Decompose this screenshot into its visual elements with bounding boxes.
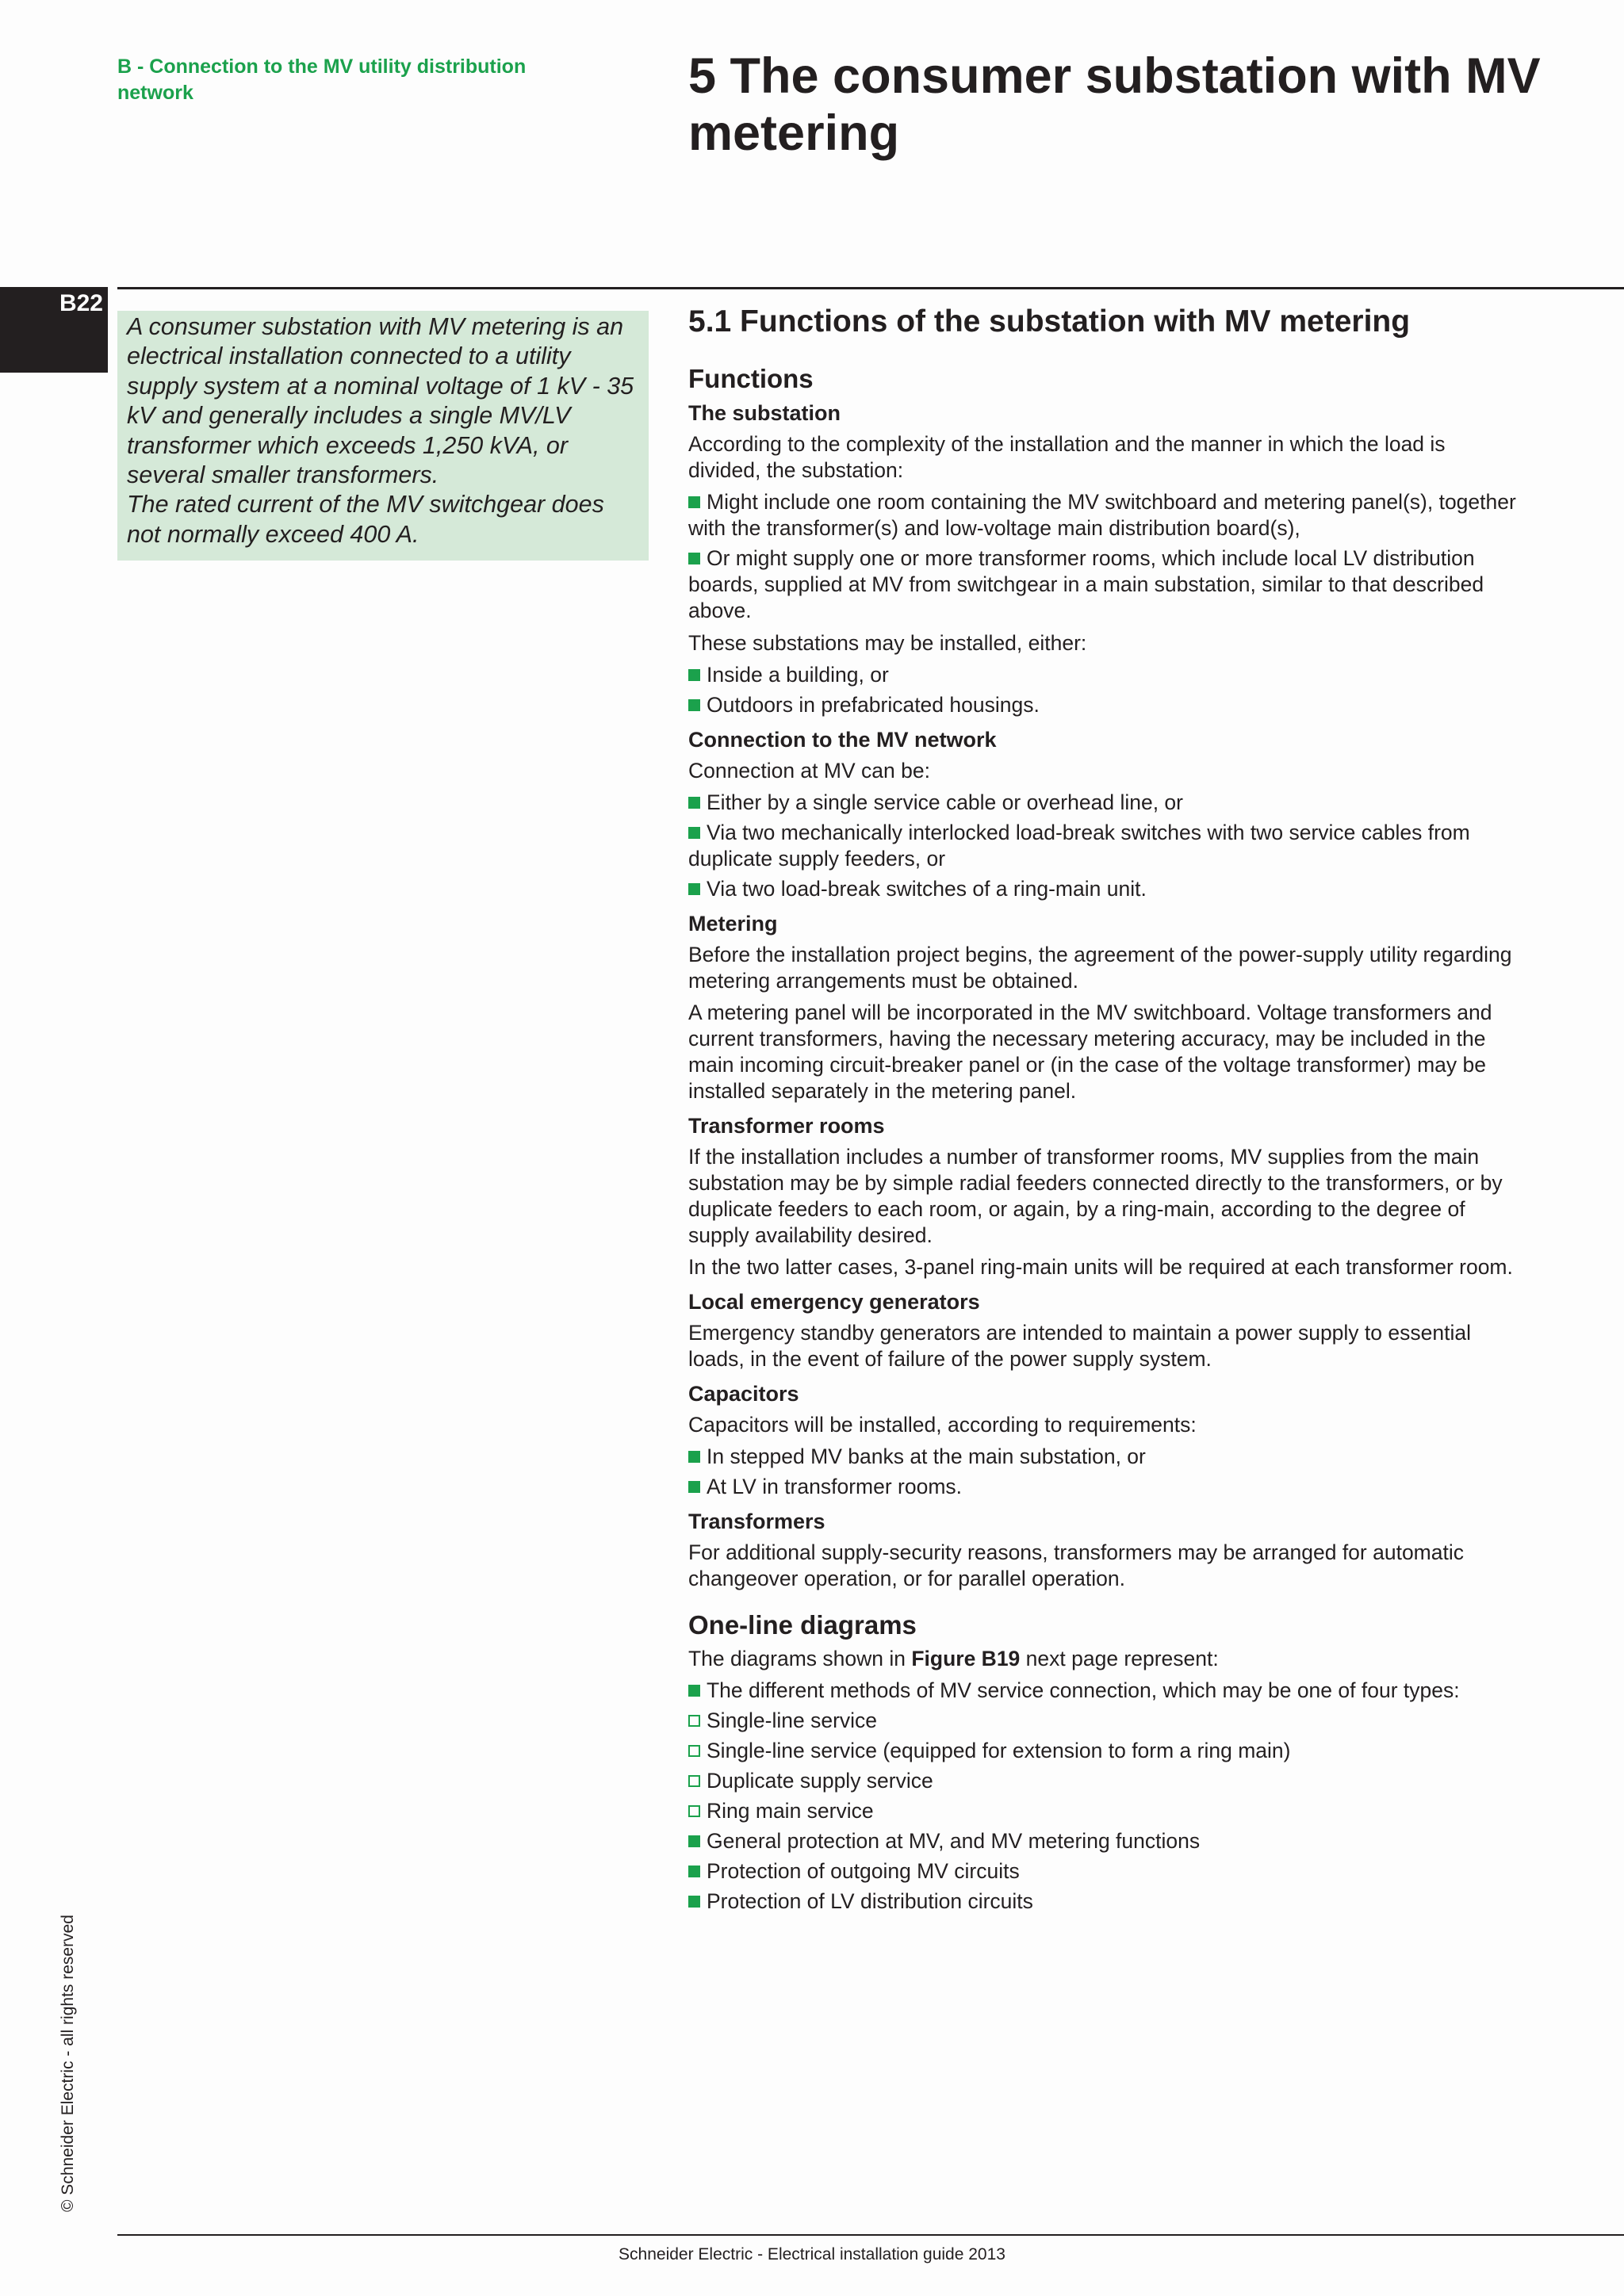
connection-heading: Connection to the MV network [688, 728, 997, 752]
list-item: Via two mechanically interlocked load-break switches with two service cables from duplicate supply feeders, or [688, 821, 1470, 871]
bullet-icon [688, 496, 700, 508]
paragraph: Capacitors will be installed, according to requirements: [688, 1413, 1197, 1437]
bullet-icon [688, 699, 700, 711]
bullet-icon [688, 1451, 700, 1463]
list-item: Outdoors in prefabricated housings. [688, 692, 1521, 718]
summary-paragraph: The rated current of the MV switchgear does not normally exceed 400 A. [127, 491, 604, 548]
bottom-divider [117, 2234, 1624, 2236]
capacitors-heading: Capacitors [688, 1382, 799, 1406]
list-item: The different methods of MV service connection, which may be one of four types: [688, 1678, 1521, 1704]
paragraph: In the two latter cases, 3-panel ring-main units will be required at each transformer room. [688, 1255, 1513, 1279]
hollow-bullet-icon [688, 1745, 700, 1757]
sub-list-item: Ring main service [688, 1798, 1521, 1824]
chapter-label: B - Connection to the MV utility distribution network [117, 55, 527, 104]
bullet-icon [688, 1835, 700, 1847]
paragraph: The diagrams shown in Figure B19 next page represent: [688, 1647, 1219, 1670]
main-content [688, 300, 1521, 1919]
page-title: 5 The consumer substation with MV metering [688, 48, 1541, 161]
summary-paragraph: A consumer substation with MV metering is an electrical installation connected to a utility supply system at a nominal voltage of 1 kV - 35 kV and generally includes a single MV/LV transformer which exceeds 1,250 kVA, or several smaller transformers. [127, 313, 634, 489]
bullet-icon [688, 1896, 700, 1908]
list-item: Might include one room containing the MV switchboard and metering panel(s), together with the transformer(s) and low-voltage main distribution board(s), [688, 490, 1516, 540]
sub-list-item: Single-line service [688, 1708, 1521, 1734]
paragraph: According to the complexity of the installation and the manner in which the load is divided, the substation: [688, 432, 1446, 482]
paragraph: A metering panel will be incorporated in the MV switchboard. Voltage transformers and current transformers, having the necessary metering accuracy, may be included in the main incoming circuit-breaker panel or (in the case of the voltage transformer) may be installed separately in the metering panel. [688, 1001, 1492, 1103]
list-item: General protection at MV, and MV metering functions [688, 1828, 1521, 1854]
list-item: Either by a single service cable or overhead line, or [688, 790, 1521, 816]
page-number-tab: B22 [0, 287, 108, 373]
metering-heading: Metering [688, 912, 778, 936]
bullet-icon [688, 1685, 700, 1697]
figure-reference: Figure B19 [911, 1647, 1021, 1670]
copyright-notice: © Schneider Electric - all rights reserved [59, 1915, 77, 2212]
paragraph: If the installation includes a number of transformer rooms, MV supplies from the main substation may be by simple radial feeders connected directly to the transformers, or by duplicate feeders to each room, or again, by a ring-main, according to the degree of supply availability desired. [688, 1145, 1503, 1247]
list-item: In stepped MV banks at the main substation, or [688, 1444, 1521, 1470]
bullet-icon [688, 827, 700, 839]
top-divider [117, 287, 1624, 289]
sub-list-item: Duplicate supply service [688, 1768, 1521, 1794]
summary-box [117, 311, 649, 561]
bullet-icon [688, 797, 700, 809]
bullet-icon [688, 883, 700, 895]
functions-heading: Functions [688, 364, 814, 393]
bullet-icon [688, 553, 700, 564]
page-footer: Schneider Electric - Electrical installation guide 2013 [619, 2245, 1005, 2263]
paragraph: Emergency standby generators are intended to maintain a power supply to essential loads, in the event of failure of the power supply system. [688, 1321, 1471, 1371]
paragraph: For additional supply-security reasons, transformers may be arranged for automatic changeover operation, or for parallel operation. [688, 1540, 1464, 1590]
hollow-bullet-icon [688, 1805, 700, 1817]
transformer-rooms-heading: Transformer rooms [688, 1114, 885, 1138]
bullet-icon [688, 1481, 700, 1493]
hollow-bullet-icon [688, 1715, 700, 1727]
sub-list-item: Single-line service (equipped for extension to form a ring main) [688, 1738, 1521, 1764]
list-item: At LV in transformer rooms. [688, 1474, 1521, 1500]
paragraph: Before the installation project begins, the agreement of the power-supply utility regarding metering arrangements must be obtained. [688, 943, 1512, 993]
bullet-icon [688, 1866, 700, 1877]
substation-heading: The substation [688, 401, 841, 425]
one-line-diagrams-heading: One-line diagrams [688, 1610, 917, 1640]
paragraph: These substations may be installed, either: [688, 631, 1087, 655]
generators-heading: Local emergency generators [688, 1290, 980, 1314]
section-heading: 5.1 Functions of the substation with MV metering [688, 304, 1411, 339]
list-item: Inside a building, or [688, 662, 1521, 688]
transformers-heading: Transformers [688, 1510, 825, 1533]
hollow-bullet-icon [688, 1775, 700, 1787]
bullet-icon [688, 669, 700, 681]
list-item: Protection of outgoing MV circuits [688, 1858, 1521, 1885]
list-item: Protection of LV distribution circuits [688, 1888, 1521, 1915]
list-item: Or might supply one or more transformer rooms, which include local LV distribution boards, supplied at MV from switchgear in a main substation, similar to that described above. [688, 546, 1484, 622]
list-item: Via two load-break switches of a ring-main unit. [688, 876, 1521, 902]
paragraph: Connection at MV can be: [688, 759, 930, 783]
